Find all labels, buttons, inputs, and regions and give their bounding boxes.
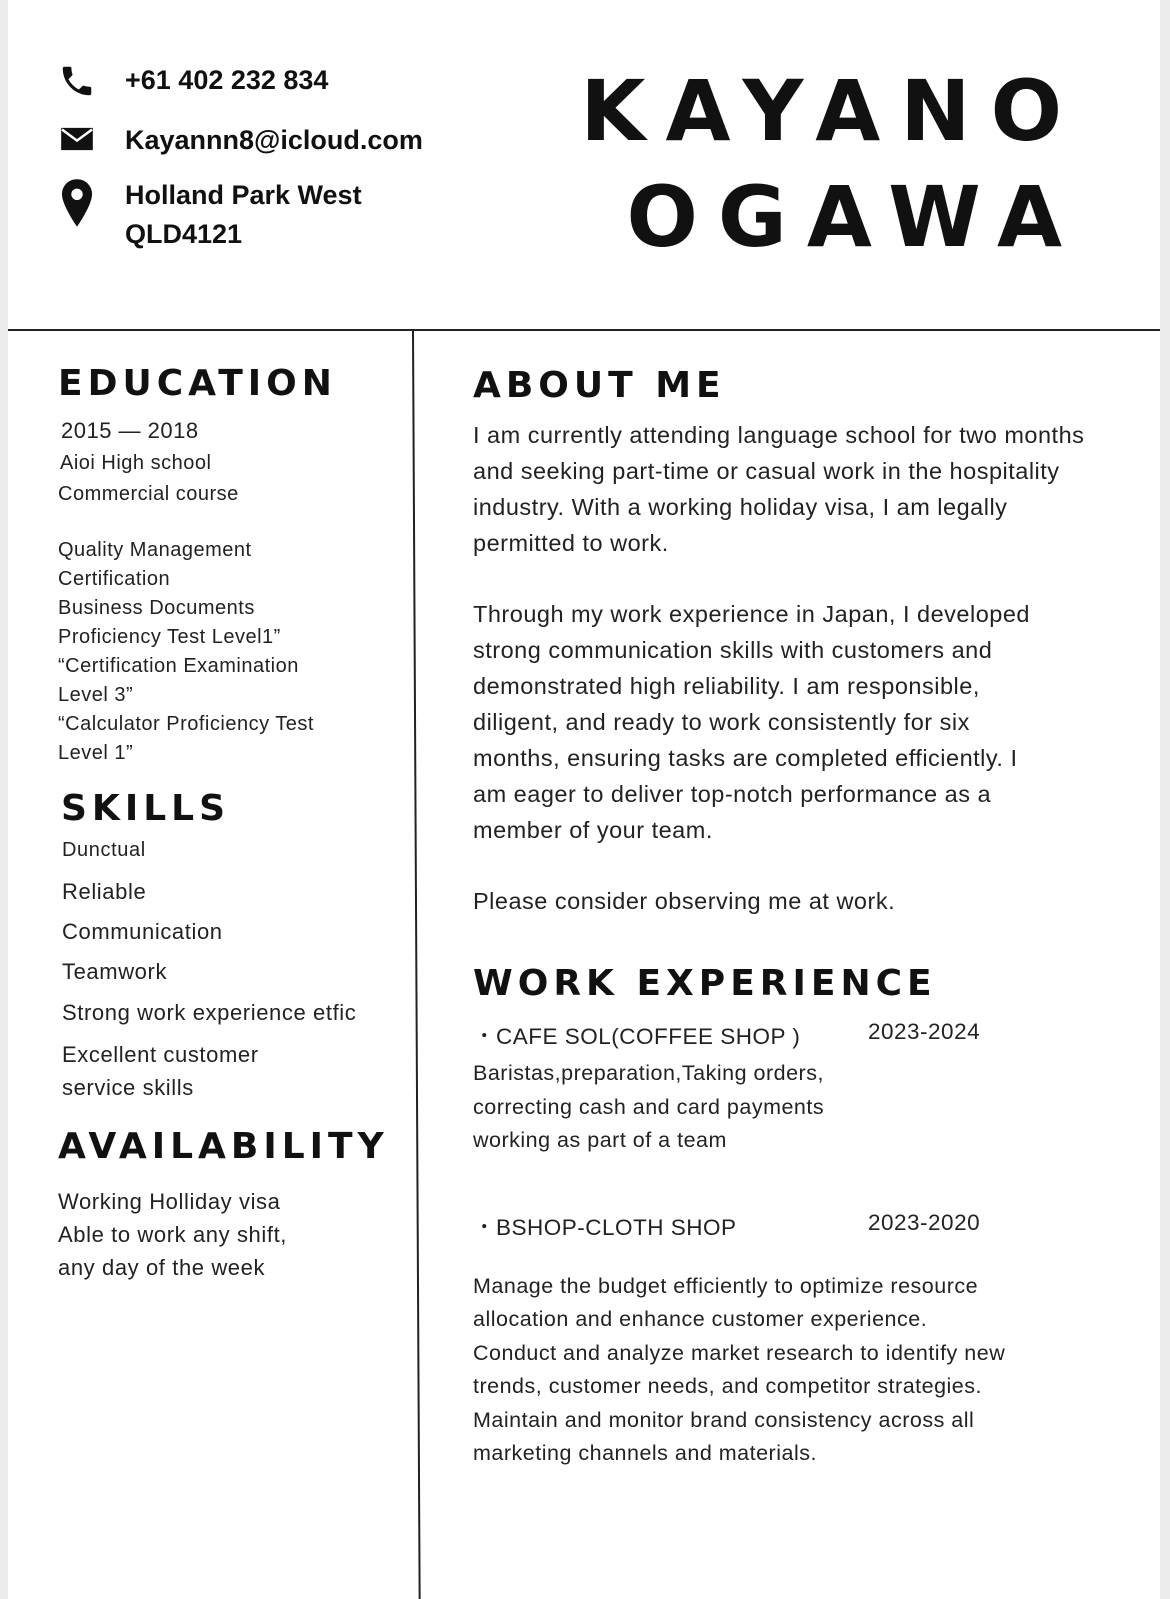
column-divider [412, 331, 421, 1599]
phone-text: +61 402 232 834 [125, 65, 329, 95]
job-company: ・CAFE SOL(COFFEE SHOP ) [473, 1024, 801, 1049]
job-header [473, 1210, 1113, 1242]
job-line: marketing channels and materials. [473, 1441, 817, 1465]
first-name: KAYANO [580, 62, 1082, 160]
certification-line: “Certification Examination [58, 655, 299, 677]
job-header [473, 1019, 1113, 1051]
education-heading: EDUCATION [58, 363, 337, 404]
skill-item: service skills [62, 1075, 194, 1100]
availability-line: any day of the week [58, 1255, 266, 1280]
skill-item: Communication [62, 919, 223, 944]
candidate-name [580, 58, 1082, 270]
availability-heading: AVAILABILITY [58, 1126, 389, 1167]
address-line-1: Holland Park West [125, 180, 362, 210]
job-description [473, 1270, 1113, 1471]
certification-line: “Calculator Proficiency Test [58, 713, 314, 735]
certification-line: Business Documents [58, 597, 255, 619]
job-line: Baristas,preparation,Taking orders, [473, 1061, 824, 1085]
job-line: trends, customer needs, and competitor strategies. [473, 1374, 982, 1398]
job-years: 2023-2020 [868, 1209, 981, 1235]
skill-item: Reliable [62, 879, 147, 904]
skill-item: Teamwork [62, 959, 168, 984]
certification-line: Level 3” [58, 684, 134, 706]
job-line: allocation and enhance customer experience. [473, 1307, 928, 1331]
skills-heading: SKILLS [61, 788, 231, 829]
phone-icon [58, 62, 96, 100]
last-name: OGAWA [626, 168, 1082, 266]
about-paragraph: Through my work experience in Japan, I developed strong communication skills with customers and demonstrated high reliability. I am responsible, diligent, and ready to work consistently for six months, ensuring tasks are completed efficiently. I am eager to deliver top-notch performance as a member of your team. [473, 601, 1030, 843]
education-years: 2015 — 2018 [61, 418, 199, 443]
skill-item: Excellent customer [62, 1042, 259, 1067]
certification-line: Proficiency Test Level1” [58, 626, 281, 648]
header-divider [8, 329, 1160, 331]
about-paragraph: Please consider observing me at work. [473, 888, 896, 914]
left-column [58, 340, 403, 1284]
resume-page [8, 0, 1160, 1599]
job-line: Conduct and analyze market research to identify new [473, 1340, 1006, 1365]
location-pin-icon [58, 177, 96, 229]
availability-line: Working Holliday visa [58, 1189, 281, 1214]
job-entry [473, 1210, 1113, 1471]
mail-icon [58, 120, 96, 158]
job-years: 2023-2024 [868, 1019, 981, 1044]
certification-line: Certification [58, 568, 171, 590]
email-text: Kayannn8@icloud.com [125, 125, 423, 155]
job-company: ・BSHOP-CLOTH SHOP [473, 1214, 737, 1240]
about-heading: ABOUT ME [473, 365, 726, 406]
address-line-2: QLD4121 [125, 219, 243, 249]
job-entry [473, 1019, 1113, 1158]
education-course: Commercial course [58, 483, 239, 505]
education-school: Aioi High school [60, 452, 212, 474]
job-line: correcting cash and card payments [473, 1094, 825, 1119]
skills-list [58, 835, 403, 1104]
certification-line: Quality Management [58, 539, 252, 561]
right-column [473, 340, 1113, 1471]
availability-list [58, 1185, 403, 1284]
skill-item: Strong work experience etfic [62, 1000, 357, 1025]
job-description [473, 1057, 1113, 1158]
availability-line: Able to work any shift, [58, 1222, 288, 1247]
job-line: working as part of a team [473, 1128, 727, 1152]
about-paragraph: I am currently attending language school for two months and seeking part-time or casual work in the hospitality industry. With a working holiday visa, I am legally permitted to work. [473, 422, 1085, 556]
work-heading: WORK EXPERIENCE [473, 963, 937, 1004]
skill-item: Dunctual [62, 839, 146, 861]
certification-list [58, 536, 403, 768]
job-line: Maintain and monitor brand consistency across all [473, 1407, 975, 1432]
job-line: Manage the budget efficiently to optimize resource [473, 1273, 979, 1298]
certification-line: Level 1” [58, 742, 134, 764]
